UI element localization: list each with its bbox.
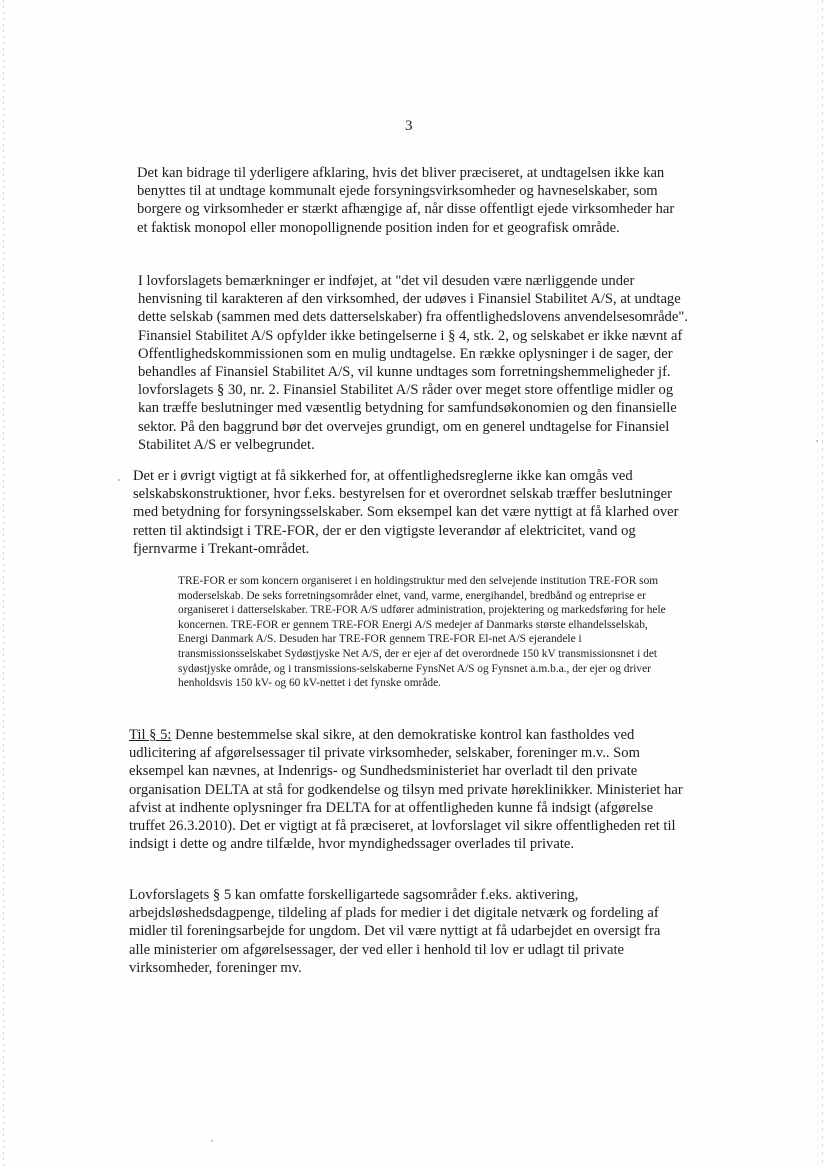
section-heading-til-paragraf-5: Til § 5: xyxy=(129,727,172,743)
paragraph-til-paragraf-5 xyxy=(129,726,684,853)
scan-edge-left xyxy=(3,0,4,1168)
paragraph-tre-for: Det er i øvrigt vigtigt at få sikkerhed for, at offentlighedsreglerne ikke kan omgås ved selskabskonstruktioner, hvor f.eks. bestyrelsen for et overordnet selskab træffer beslutninger med betydning for forsyningsselskaber. Som eksempel kan det være nyttigt at få klarhed over retten til aktindsigt i TRE-FOR, der er den vigtigste leverandør af elektricitet, vand og fjernvarme i Trekant-området. xyxy=(133,468,679,557)
indented-note-tre-for: TRE-FOR er som koncern organiseret i en holdingstruktur med den selvejende institution TRE-FOR som moderselskab. De seks forretningsområder elnet, vand, varme, energihandel, bredbånd og entreprise er organiseret i datterselskaber. TRE-FOR A/S udfører administration, projektering og markedsføring for hele koncernen. TRE-FOR er gennem TRE-FOR Energi A/S medejer af Danmarks største elhandelsselskab, Energi Danmark A/S. Desuden har TRE-FOR gennem TRE-FOR El-net A/S ejerandele i transmissionsselskabet Sydøstjyske Net A/S, der er ejer af det overordnede 150 kV transmissionsnet i det sydøstjyske område, og i transmissions-selskaberne FynsNet A/S og Fynsnet a.m.b.a., der ejer og driver henholdsvis 150 kV- og 60 kV-nettet i det fynske område. xyxy=(178,575,666,690)
scan-edge-right xyxy=(822,0,823,1168)
paragraph-lovforslagets-paragraf-5: Lovforslagets § 5 kan omfatte forskelligartede sagsområder f.eks. aktivering, arbejdsløshedsdagpenge, tildeling af plads for medier i det digitale netværk og fordeling af midler til foreningsarbejde for ungdom. Det vil være nyttigt at få udarbejdet en oversigt fra alle ministerier om afgørelsessager, der ved eller i henhold til lov er udlagt til private virksomheder, foreninger mv. xyxy=(129,887,661,976)
paragraph-finansiel-stabilitet: I lovforslagets bemærkninger er indføjet, at "det vil desuden være nærliggende under henvisning til karakteren af den virksomhed, der udøves i Finansiel Stabilitet A/S, at undtage dette selskab (sammen med dets datterselskaber) fra offentlighedslovens anvendelsesområde". Finansiel Stabilitet A/S opfylder ikke betingelserne i § 4, stk. 2, og selskabet er ikke nævnt af Offentlighedskommissionen som en mulig undtagelse. En række oplysninger i de sager, der behandles af Finansiel Stabilitet A/S, vil kunne undtages som forretningshemmeligheder jf. lovforslagets § 30, nr. 2. Finansiel Stabilitet A/S råder over meget store offentlige midler og kan træffe beslutninger med væsentlig betydning for samfundsøkonomien og den finansielle sektor. På den baggrund bør det overvejes grundigt, om en generel undtagelse for Finansiel Stabilitet A/S er velbegrundet. xyxy=(138,273,688,453)
paragraph-forsyningsvirksomheder: Det kan bidrage til yderligere afklaring, hvis det bliver præciseret, at undtagelsen ikke kan benyttes til at undtage kommunalt ejede forsyningsvirksomheder og havneselskaber, som borgere og virksomheder er stærkt afhængige af, når disse offentligt ejede virksomheder har et faktisk monopol eller monopollignende position inden for et geografisk område. xyxy=(137,165,675,236)
page-number: 3 xyxy=(405,118,413,134)
scan-speck xyxy=(816,440,818,442)
scan-speck xyxy=(211,1140,213,1142)
scan-speck xyxy=(118,479,120,481)
paragraph-til-paragraf-5-body: Denne bestemmelse skal sikre, at den demokratiske kontrol kan fastholdes ved udlicitering af afgørelsessager til private virksomheder, selskaber, foreninger m.v.. Som eksempel kan nævnes, at Indenrigs- og Sundhedsministeriet har overladt til den private organisation DELTA at stå for godkendelse og tilsyn med private høreklinikker. Ministeriet har afvist at indhente oplysninger fra DELTA for at offentligheden kunne få indsigt (afgørelse truffet 26.3.2010). Det er vigtigt at få præciseret, at lovforslaget vil sikre offentligheden ret til indsigt i dette og andre tilfælde, hvor myndighedssager overlades til private. xyxy=(129,727,683,853)
